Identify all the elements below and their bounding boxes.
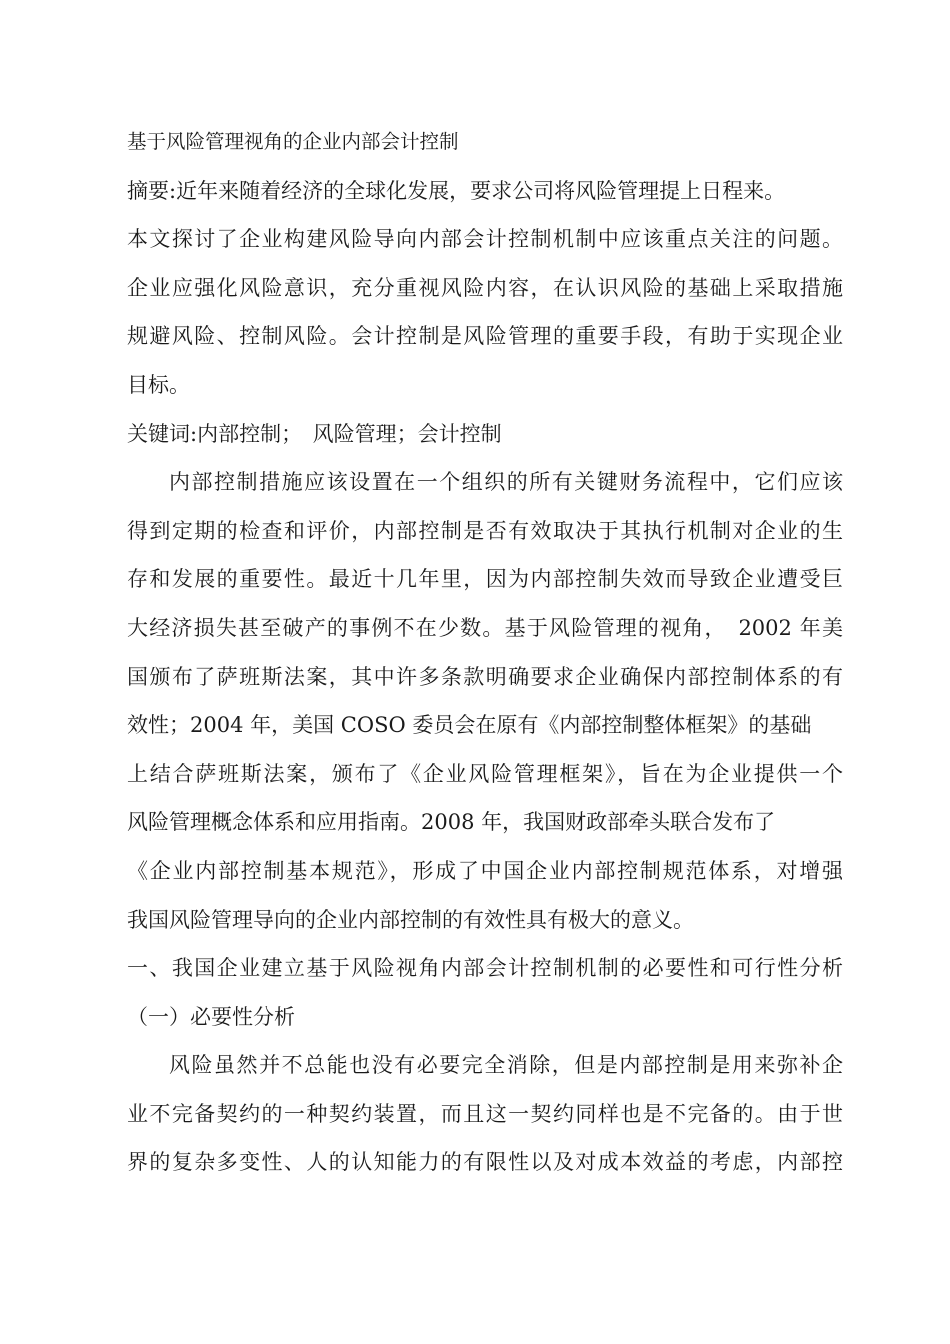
- subsection-heading: （一）必要性分析: [127, 1004, 295, 1029]
- abstract-line: 规避风险、控制风险。会计控制是风险管理的重要手段，有助于实现企业: [127, 324, 843, 349]
- abstract-line: 目标。: [127, 372, 190, 397]
- paragraph-2: [127, 1041, 843, 1187]
- paragraph-line: 业不完备契约的一种契约装置，而且这一契约同样也是不完备的。由于世: [127, 1101, 843, 1126]
- paragraph-line: 大经济损失甚至破产的事例不在少数。基于风险管理的视角， 2002 年美: [127, 615, 843, 640]
- paragraph-line: 风险虽然并不总能也没有必要完全消除，但是内部控制是用来弥补企: [169, 1053, 843, 1078]
- paragraph-line: 《企业内部控制基本规范》，形成了中国企业内部控制规范体系，对增强: [127, 858, 843, 883]
- paragraph-line: 风险管理概念体系和应用指南。2008 年，我国财政部牵头联合发布了: [127, 810, 776, 835]
- paragraph-line: 存和发展的重要性。最近十几年里，因为内部控制失效而导致企业遭受巨: [127, 567, 843, 592]
- paragraph-line: 效性；2004 年，美国 COSO 委员会在原有《内部控制整体框架》的基础: [127, 713, 812, 738]
- document-title: 基于风险管理视角的企业内部会计控制: [127, 130, 459, 153]
- section-heading: 一、我国企业建立基于风险视角内部会计控制机制的必要性和可行性分析: [127, 956, 843, 981]
- paragraph-line: 界的复杂多变性、人的认知能力的有限性以及对成本效益的考虑，内部控: [127, 1150, 843, 1175]
- paragraph-line: 上结合萨班斯法案，颁布了《企业风险管理框架》，旨在为企业提供一个: [127, 761, 843, 786]
- abstract-line: 摘要:近年来随着经济的全球化发展，要求公司将风险管理提上日程来。: [127, 178, 786, 203]
- abstract: [127, 167, 843, 410]
- abstract-line: 企业应强化风险意识，充分重视风险内容，在认识风险的基础上采取措施: [127, 275, 843, 300]
- paragraph-line: 我国风险管理导向的企业内部控制的有效性具有极大的意义。: [127, 907, 694, 932]
- paragraph-1: [127, 458, 843, 944]
- document-body: [127, 118, 843, 1187]
- abstract-line: 本文探讨了企业构建风险导向内部会计控制机制中应该重点关注的问题。: [127, 227, 843, 252]
- keywords: 关键词:内部控制； 风险管理；会计控制: [127, 421, 502, 446]
- paragraph-line: 得到定期的检查和评价，内部控制是否有效取决于其执行机制对企业的生: [127, 518, 843, 543]
- paragraph-line: 内部控制措施应该设置在一个组织的所有关键财务流程中，它们应该: [169, 470, 843, 495]
- paragraph-line: 国颁布了萨班斯法案，其中许多条款明确要求企业确保内部控制体系的有: [127, 664, 843, 689]
